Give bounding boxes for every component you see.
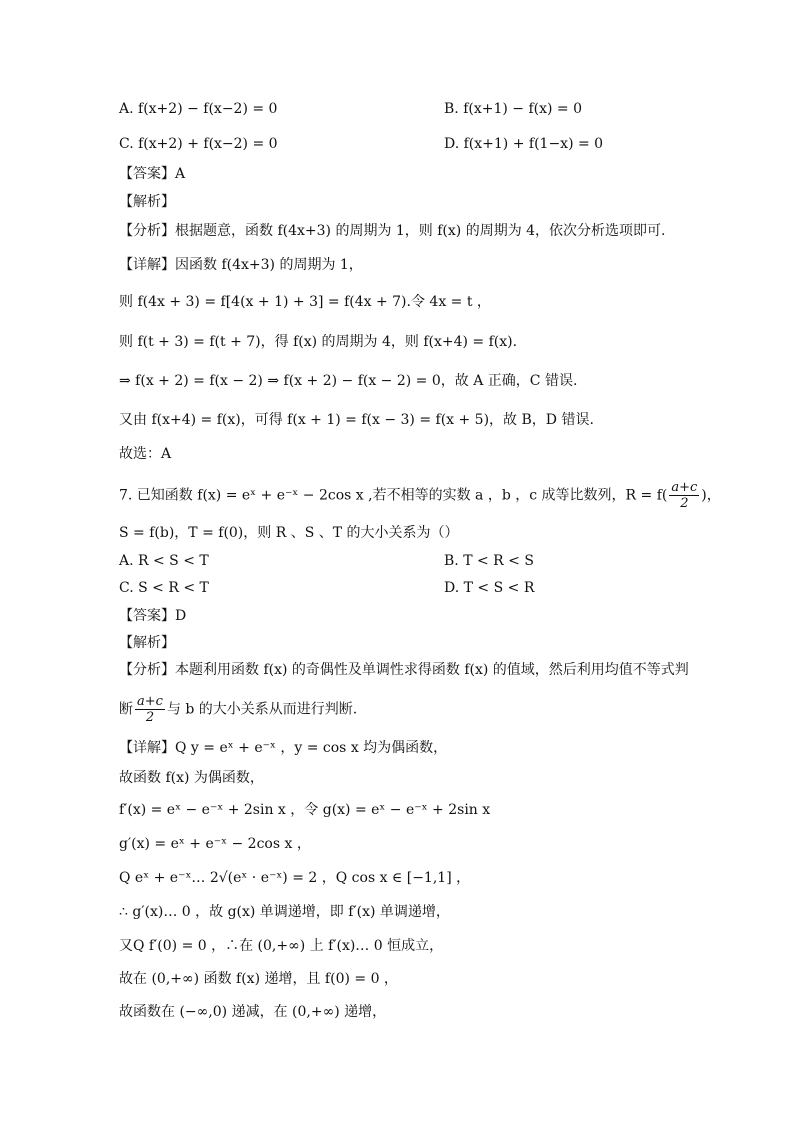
q7-stem-line-2: S = f(b)，T = f(0)，则 R 、S 、T 的大小关系为（） xyxy=(119,525,459,541)
q7-detail-line: 故在 (0,+∞) 函数 f(x) 递增，且 f(0) = 0 ， xyxy=(119,971,398,987)
q6-detail-line: ⇒ f(x + 2) = f(x − 2) ⇒ f(x + 2) − f(x − 2) = 0，故 A 正确，C 错误. xyxy=(119,373,578,389)
q6-detail-line: 又由 f(x+4) = f(x)，可得 f(x + 1) = f(x − 3) = f(x + 5)，故 B，D 错误. xyxy=(119,412,594,428)
q7-detail-line: 故函数在 (−∞,0) 递减，在 (0,+∞) 递增， xyxy=(119,1004,387,1020)
q7-option-a: A. R < S < T xyxy=(119,553,209,569)
q6-option-a: A. f(x+2) − f(x−2) = 0 xyxy=(119,101,278,117)
q6-fenxi: 【分析】根据题意，函数 f(4x+3) 的周期为 1，则 f(x) 的周期为 4，依次分析选项即可. xyxy=(119,223,666,239)
q7-option-b: B. T < R < S xyxy=(444,553,534,569)
q7-fenxi-text-end: 与 b 的大小关系从而进行判断. xyxy=(166,701,358,718)
q6-detail-line: 则 f(t + 3) = f(t + 7)，得 f(x) 的周期为 4，则 f(x+4) = f(x). xyxy=(119,334,518,350)
q7-answer: 【答案】D xyxy=(119,608,187,624)
q7-fraction-numerator: a+c xyxy=(137,694,163,709)
q7-fenxi-line-2 xyxy=(119,694,357,725)
q7-fraction-a-plus-c-over-2 xyxy=(135,694,165,725)
q7-fraction-a-plus-c-over-2 xyxy=(669,480,699,511)
q7-detail-line: 故函数 f(x) 为偶函数， xyxy=(119,770,264,786)
q7-fenxi-text: 断 xyxy=(119,701,133,718)
q7-detail-line: g′(x) = eˣ + e⁻ˣ − 2cos x ， xyxy=(119,836,311,852)
q7-fraction-numerator: a+c xyxy=(671,480,698,495)
q6-option-b: B. f(x+1) − f(x) = 0 xyxy=(444,101,582,117)
q6-detail-line: 故选：A xyxy=(119,446,172,462)
q7-fenxi-line-1: 【分析】本题利用函数 f(x) 的奇偶性及单调性求得函数 f(x) 的值域，然后利用均值不等式判 xyxy=(119,662,689,678)
q7-option-d: D. T < S < R xyxy=(444,580,535,596)
q7-analysis-heading: 【解析】 xyxy=(119,635,175,651)
q7-fraction-denominator: 2 xyxy=(680,496,689,511)
q7-detail-line: 【详解】Q y = eˣ + e⁻ˣ ，y = cos x 均为偶函数， xyxy=(119,740,448,756)
q7-detail-line: f′(x) = eˣ − e⁻ˣ + 2sin x ，令 g(x) = eˣ − e⁻ˣ + 2sin x xyxy=(119,802,491,818)
q7-detail-line: ∴ g′(x)… 0 ，故 g(x) 单调递增，即 f′(x) 单调递增， xyxy=(119,904,450,920)
q7-option-c: C. S < R < T xyxy=(119,580,209,596)
q6-option-d: D. f(x+1) + f(1−x) = 0 xyxy=(444,136,604,152)
q6-analysis-heading: 【解析】 xyxy=(119,194,175,210)
q6-option-c: C. f(x+2) + f(x−2) = 0 xyxy=(119,136,278,152)
q7-detail-line: Q eˣ + e⁻ˣ… 2√(eˣ · e⁻ˣ) = 2 ，Q cos x ∈ [−1,1] ， xyxy=(119,870,471,886)
q7-stem-text-end: )， xyxy=(701,487,721,504)
q7-fraction-denominator: 2 xyxy=(145,710,155,725)
q7-stem-text: 7. 已知函数 f(x) = eˣ + e⁻ˣ − 2cos x ,若不相等的实数 a ，b ，c 成等比数列，R = f( xyxy=(119,487,668,504)
q6-detail-line: 则 f(4x + 3) = f[4(x + 1) + 3] = f(4x + 7).令 4x = t ， xyxy=(119,294,491,310)
q6-answer: 【答案】A xyxy=(119,166,186,182)
q7-detail-line: 又Q f′(0) = 0 ，∴在 (0,+∞) 上 f′(x)… 0 恒成立， xyxy=(119,938,444,954)
q7-stem-line-1 xyxy=(119,480,721,511)
q6-detail-line: 【详解】因函数 f(4x+3) 的周期为 1， xyxy=(119,257,363,273)
